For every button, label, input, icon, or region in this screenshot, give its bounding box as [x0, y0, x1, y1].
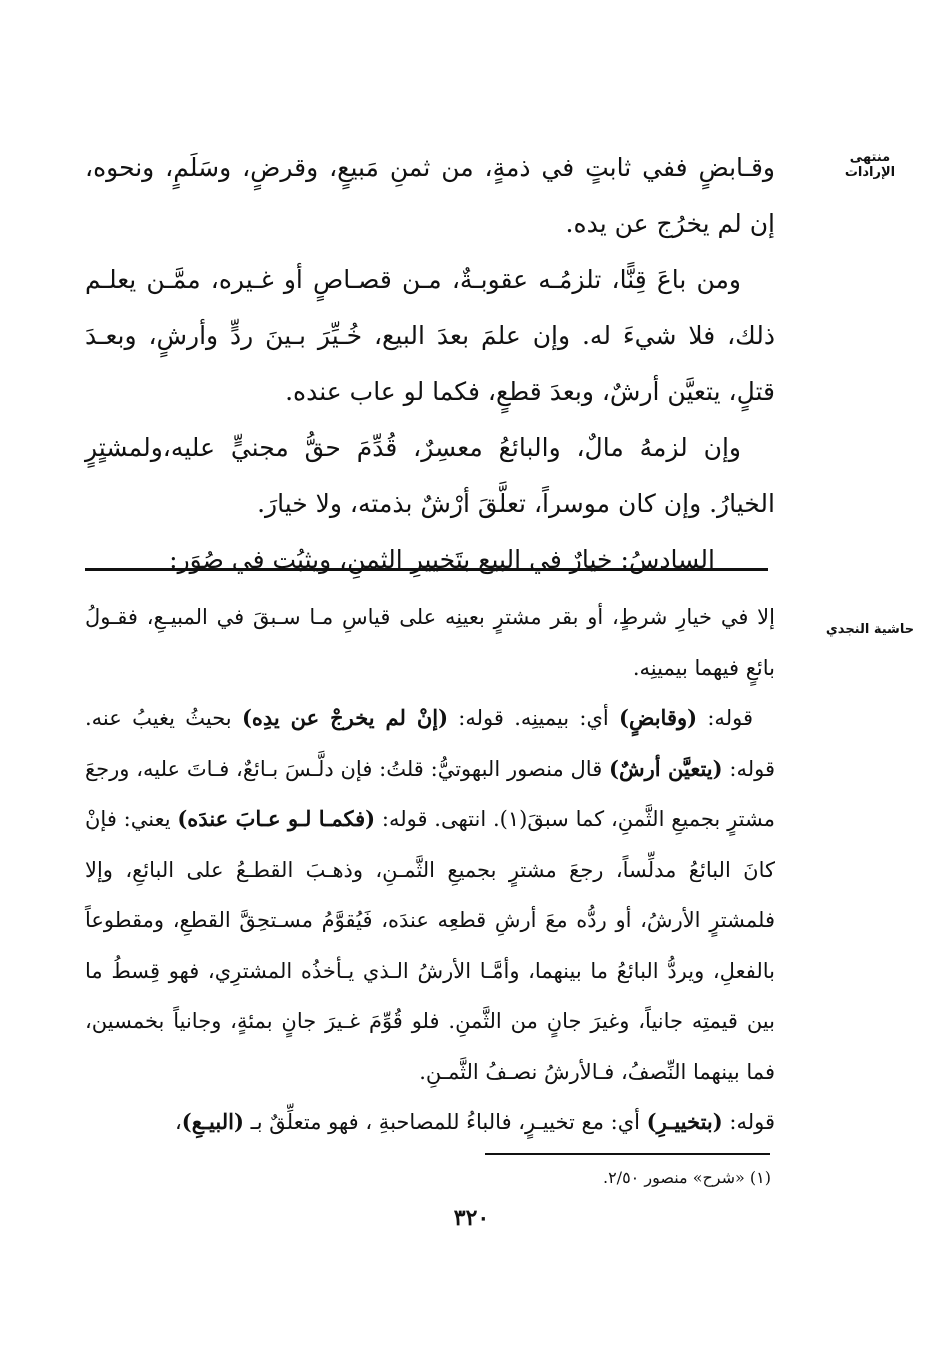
page-number: ٣٢٠: [453, 1205, 490, 1231]
gloss-paragraph-1: إلا في خيارِ شرطٍ، أو بقر مشترٍ بعينِه على قياسِ مـا سـبقَ في المبيـعِ، فقـولُ بائعٍ فيهما بيمينِه.: [85, 605, 775, 680]
gloss-text-run: قال منصور البهوتيُّ: قلتُ: فإن دلَّـسَ بـائعٌ، فـاتَ عليه، ورجعَ مشترٍ بجميعِ الثَّمنِ، كما سبقَ(١). انتهى. قوله:: [85, 756, 775, 831]
footnote: (١) «شرح» منصور ٢/٥٠.: [602, 1168, 771, 1187]
gloss-paragraph-2: [85, 693, 775, 1097]
gloss-text-run: ،: [175, 1110, 182, 1134]
main-paragraph-4: السادسُ: خيارٌ في البيع بتَخييرِ الثمنِ، ويثبُت في صُوَر:: [169, 545, 715, 574]
gloss-text-run: أي: بيمينِه. قوله:: [448, 706, 620, 730]
gloss-text-run: أي: مع تخييـرٍ، فالباءُ للمصاحبةِ ، فهو متعلِّقٌ بـ: [243, 1110, 647, 1134]
main-text: [85, 140, 775, 588]
section-divider: [85, 568, 768, 571]
gloss-label: حاشية النجدي: [825, 622, 915, 637]
gloss-text-run: قوله:: [722, 1110, 775, 1134]
gloss-lemma: (وقابضٍ): [619, 705, 698, 730]
main-paragraph-2: ومن باعَ قِنًّا، تلزمُـه عقوبـةٌ، مـن قصـاصٍ أو غـيره، ممَّـن يعلـم ذلك، فلا شيءَ له. وإن علمَ بعدَ البيع، خُـيِّرَ بـينَ ردٍّ وأرشٍ، وبعـدَ قتلٍ، يتعيَّن أرشٌ، وبعدَ قطعٍ، فكما لو عاب عنده.: [85, 265, 775, 406]
main-text-label: منتهى الإرادات: [844, 150, 896, 180]
gloss-text-run: بحيثُ يغيبُ عنه. قوله:: [85, 706, 776, 781]
gloss-lemma: (يتعيَّن أرشٌ): [609, 755, 723, 781]
footnote-divider: [485, 1153, 770, 1155]
gloss-lemma: (إنْ لم يخرجْ عن يدِه): [241, 705, 449, 730]
gloss-lemma: (فكمـا لـو عـابَ عندَه): [177, 806, 376, 831]
gloss-lemma: (بتخييـرِ): [646, 1109, 723, 1134]
gloss-text-run: يعني: فإنْ كانَ البائعُ مدلِّساً، رجعَ مشترٍ بجميعِ الثَّمـنِ، وذهـبَ القطـعُ على البائعِ، وإلا فلمشترٍ الأرشُ، أو ردُّه معَ أرشِ قطعِه عندَه، فَيُقوَّمُ مسـتحِقَّ القطعِ، ومقطوعاً بالفعلِ، ويردُّ البائعُ ما بينهما، وأمَّـا الأرشُ الـذي يـأخذُه المشترِي، فهو قِسطُ ما بين قيمتِه جانياً، وغيرَ جانٍ من الثَّمنِ. فلو قُوِّمَ غـيرَ جانٍ بمئةٍ، وجانياً بخمسين، فما بينهما النِّصفُ، فـالأرشُ نصـفُ الثَّمـنِ.: [85, 807, 775, 1084]
gloss-paragraph-3: [85, 1097, 775, 1148]
gloss-text-run: قوله:: [697, 706, 753, 730]
main-paragraph-3: وإن لزمهُ مالٌ، والبائعُ معسِرٌ، قُدِّمَ حقُّ مجنيٍّ عليه،ولمشتٍرٍ الخيارُ. وإن كان موسراً، تعلَّقَ أرْشٌ بذمته، ولا خيارَ.: [85, 433, 775, 518]
main-paragraph-1: وقـابضٍ ففي ثابتٍ في ذمةٍ، من ثمنِ مَبيعٍ، وقرضٍ، وسَلَمٍ، ونحوه، إن لم يخرُج عن يده.: [85, 153, 775, 238]
gloss-lemma: (البيـعِ): [181, 1109, 244, 1134]
gloss-text: [85, 592, 775, 1148]
